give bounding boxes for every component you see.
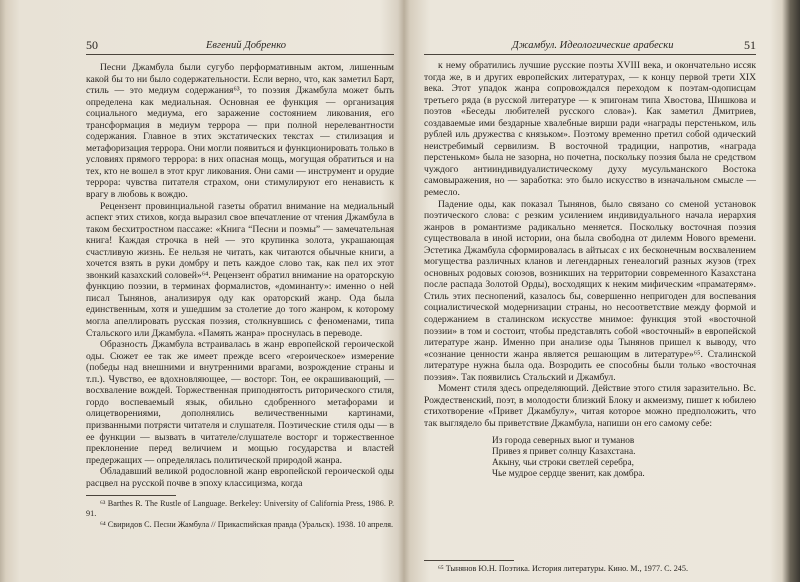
verse-quote [492, 436, 756, 481]
paragraph: Падение оды, как показал Тынянов, было связано со сменой установок поэтического слова: с резким усилением индивидуального начала иерархия жанров в романтизме радикально меняется. Поскольку восточная поэзия существовала в иной истории, она была свободна от дилемм Нового времени. Эстетика Джамбула сформировалась в айтысах с их бесконечным восхвалением могущества различных кланов и легендарных генеалогий разных жузов (трех основных родовых союзов, возникших на территории современного Казахстана после распада Золотой Орды), восходящих к неким мифическим «праматерям». Стиль этих песнопений, казалось бы, совершенно непригоден для воспевания социалистической модернизации страны, но несоответствие между формой и содержанием в сталинском искусстве мнимое: функция этой «восточной поэзии» в том и состоит, чтобы представлять собой «восточный» в европейской литературе жанр. Именно при анализе оды Тынянов пришел к выводу, что «сознание ценности жанра является решающим в литературе»⁶⁵. Сталинской литературе нужна была ода. Возродить ее способны были только «восточная поэзия». Так появились Стальский и Джамбул. [424, 198, 756, 383]
page-body [86, 62, 394, 530]
footnote: ⁶⁴ Свиридов С. Песни Жамбула // Прикаспийская правда (Уральск). 1938. 10 апреля. [100, 519, 394, 529]
left-page [14, 0, 398, 582]
paragraph: Песни Джамбула были сугубо перформативным актом, лишенным какой бы то ни было содержательности. Если верно, что, как заметил Барт, стиль — это медиум содержания⁶³, то поэзия Джамбула может быть определена как медиальная. Основная ее функция — организация социального медиума, его заражение состоянием ликования, его трансформация в медиум террора — при полной нерелевантности содержания. Главное в этих экстатических текстах — стилизация и метафоризация террора. Они могли появиться и функционировать только в условиях прямого террора: в них опасная мощь, могущая обратиться и на тех, кто не вошел в этот круг ликования. Они сами — инструмент и орудие террора: чувства питателя страхом, они стимулируют его ненависть к врагу в любовь к вождю. [86, 62, 394, 201]
paragraph: Образность Джамбула встраивалась в жанр европейской героической оды. Сюжет ее так же имеет прежде всего «героическое» измерение (победы над внешними и внутренними врагами, возрождение страны и т.п.). Чувство, ее вдохновляющее, — восторг. Тон, ее окрашивающий, — восхваление вождей. Торжественная приподнятость риторического стиля, гордо воспеваемый язык, обильно сдобренного метафорами и олицетворениями, дополнялись величественными картинами, призванными потрясти читателя и слушателя. Поэтические стиля оды — в ее функции — вызвать в читателе/слушателе восторг и торжественное преклонение перед величием и мощью государства и властей предержащих — определялась политической природой жанра. [86, 339, 394, 466]
verse-line: Чье мудрое сердце звенит, как домбра. [492, 469, 645, 480]
verse-line: Привез я привет солнцу Казахстана. [492, 446, 636, 457]
paragraph: Рецензент провинциальной газеты обратил внимание на медиальный аспект этих стихов, когда выразил свое впечатление от чтения Джамбула в таком бесхитростном пассаже: «Книга “Песни и поэмы” — замечательная книга! Каждая строчка в ней — это крупинка золота, украшающая счастливую жизнь. Ее нельзя не читать, как читаются обычные книги, а хочется взять в руки домбру и петь каждое слово так, как пел их этот звонкий казахский соловей»⁶⁴. Рецензент обратил внимание на ораторскую функцию поэзии, в терминах формалистов, «доминанту»: именно о ней писал Тынянов, анализируя оду как ораторский жанр. Ода была единственным, хотя и ушедшим за столетие до того жанром, к которому могла апеллировать русская поэзия, столкнувшись с феноменами, типа Стальского или Джамбула. «Память жанра» проснулась в переводе. [86, 200, 394, 339]
footnote-rule [424, 560, 514, 561]
paragraph: к нему обратились лучшие русские поэты XVIII века, и окончательно иссяк тогда же, в и других европейских литературах, — к концу первой трети XIX века. Этот упадок жанра сопровождался переходом к поэтам-одописцам третьего ряда (в русской литературе — к эпигонам типа Хвостова, Шишкова и поэтов «Беседы любителей русского слова»). Как заметил Дмитриев, создаваемые ими бездарные хвалебные вирши ради «награды перстеньком, иль рублей иль дружества с князьком». Поэтому временно претил собой одический неистребимый сервилизм. В восточной традиции, напротив, «награда перстеньком» была не зазорна, но почетна, поскольку поэзия была не средством чуждого антииндивидуалистическому духу мусульманского Востока самовыражения, но — заработка: это было искусство в изначальном смысле — ремесло. [424, 60, 756, 199]
running-title: Евгений Добренко [206, 40, 287, 51]
verse-line: Акыну, чьи строки светлей серебра, [492, 457, 634, 468]
paragraph: Обладавший великой родословной жанр европейской героической оды расцвел на русской почве в эпоху классицизма, когда [86, 466, 394, 489]
verse-line: Из города северных вьюг и туманов [492, 435, 635, 446]
footnote: ⁶³ Barthes R. The Rustle of Language. Berkeley: University of California Press, 1986. P. 91. [86, 499, 394, 519]
running-header-left [86, 40, 394, 55]
page-body [424, 60, 756, 575]
page-number: 50 [86, 38, 98, 52]
page-number: 51 [744, 38, 756, 52]
footnote-rule [86, 495, 176, 496]
running-header-right [424, 40, 756, 55]
footnote: ⁶⁵ Тынянов Ю.Н. Поэтика. История литературы. Кино. М., 1977. С. 245. [438, 564, 689, 574]
right-page [410, 0, 782, 582]
paragraph: Момент стиля здесь определяющий. Действие этого стиля заразительно. Вс. Рождественский, поэт, в молодости близкий Блоку и акмеизму, пишет к юбилею стихотворение «Привет Джамбулу», читая которое можно предположить, что так выглядело бы приветствие Джамбула, напиши он его самому себе: [424, 383, 756, 429]
running-title: Джамбул. Идеологические арабески [512, 40, 674, 51]
